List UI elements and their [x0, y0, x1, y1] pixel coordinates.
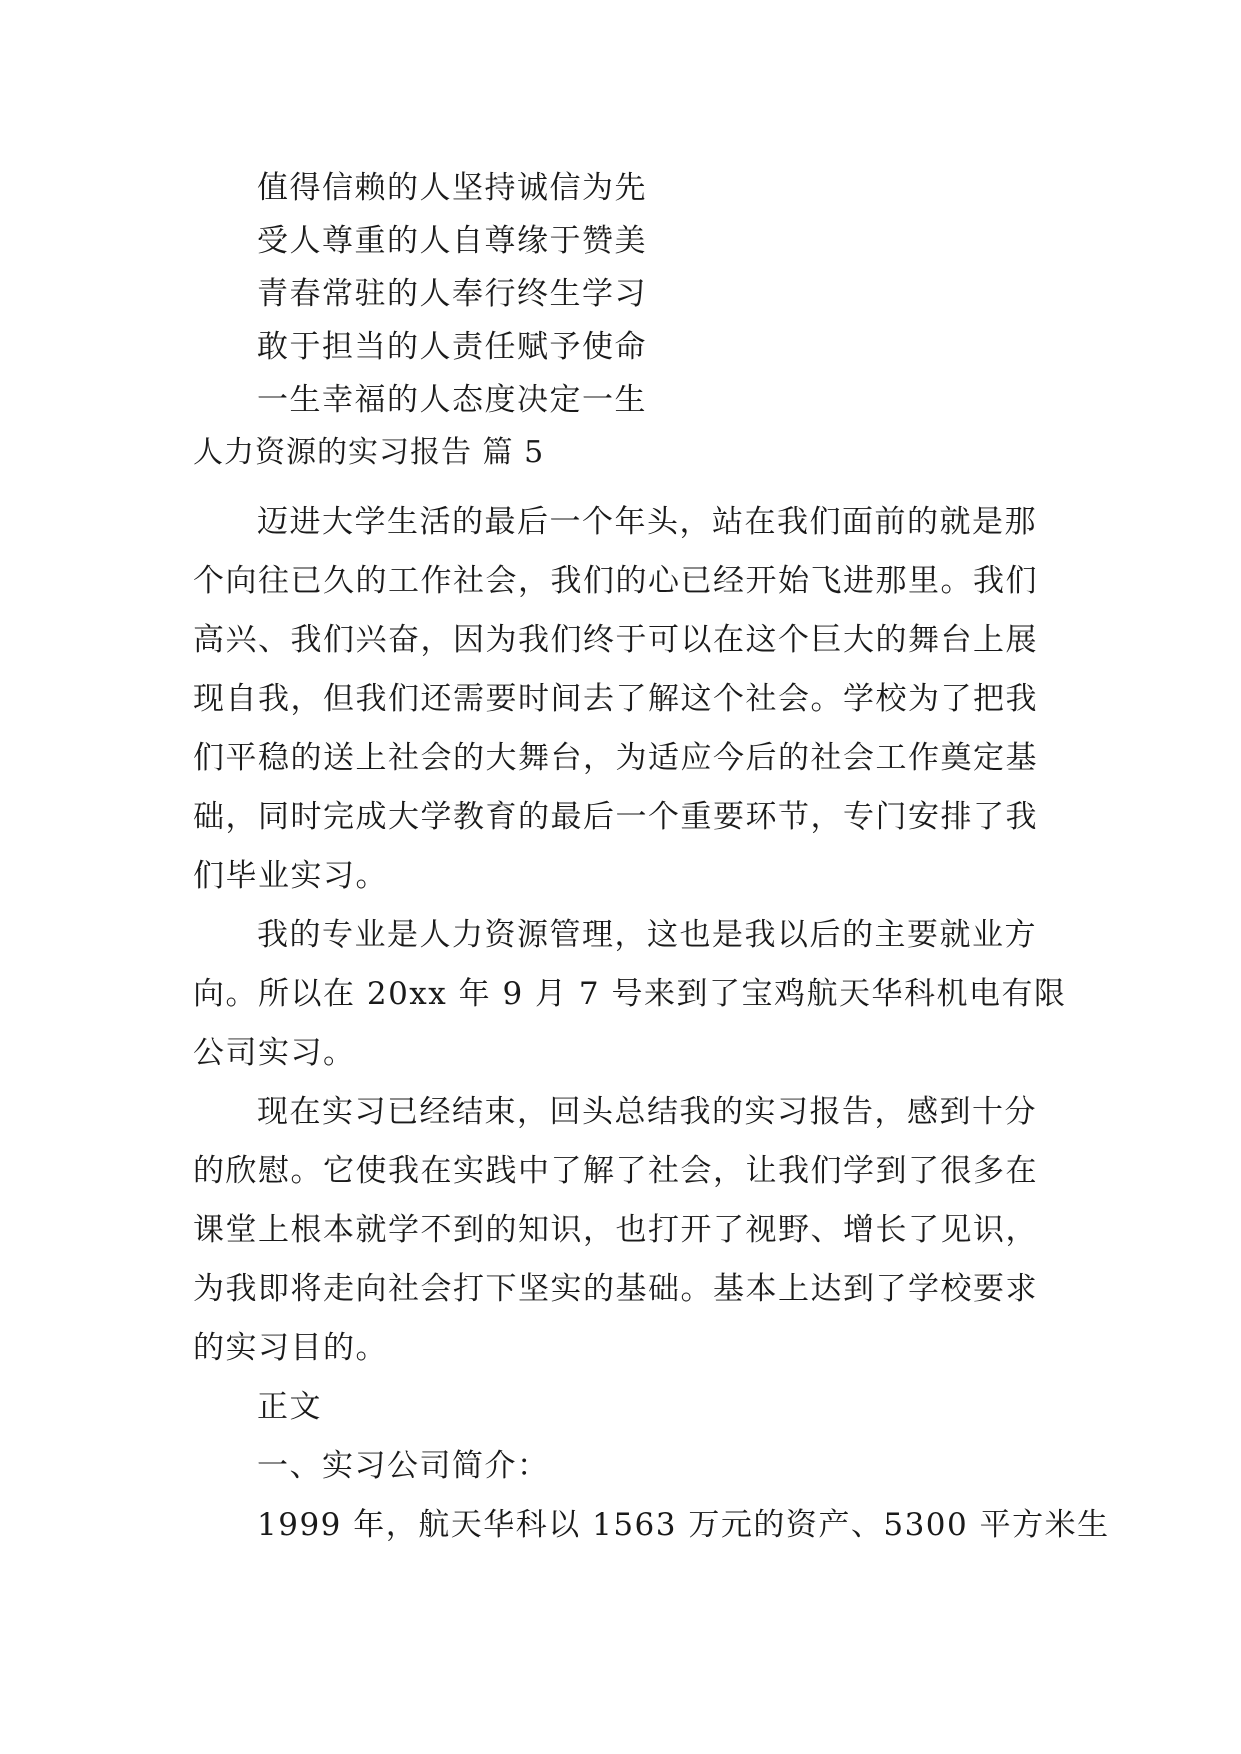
poem-line: 值得信赖的人坚持诚信为先: [257, 170, 647, 206]
poem-line: 敢于担当的人责任赋予使命: [257, 329, 647, 365]
paragraph-line: 高兴、我们兴奋，因为我们终于可以在这个巨大的舞台上展: [193, 622, 1038, 658]
paragraph-line: 现自我，但我们还需要时间去了解这个社会。学校为了把我: [193, 681, 1038, 717]
paragraph-line: 的实习目的。: [193, 1330, 388, 1366]
poem-line: 青春常驻的人奉行终生学习: [257, 276, 647, 312]
paragraph-line: 课堂上根本就学不到的知识，也打开了视野、增长了见识，: [193, 1212, 1038, 1248]
poem-line: 一生幸福的人态度决定一生: [257, 382, 647, 418]
paragraph-line: 公司实习。: [193, 1035, 356, 1071]
paragraph-line: 我的专业是人力资源管理，这也是我以后的主要就业方: [257, 917, 1037, 953]
paragraph-line: 的欣慰。它使我在实践中了解了社会，让我们学到了很多在: [193, 1153, 1038, 1189]
paragraph-line: 础，同时完成大学教育的最后一个重要环节，专门安排了我: [193, 799, 1038, 835]
poem-line: 受人尊重的人自尊缘于赞美: [257, 223, 647, 259]
section-title: 人力资源的实习报告 篇 5: [193, 435, 545, 470]
paragraph-line: 迈进大学生活的最后一个年头，站在我们面前的就是那: [257, 504, 1037, 540]
paragraph-line: 为我即将走向社会打下坚实的基础。基本上达到了学校要求: [193, 1271, 1038, 1307]
paragraph-line: 向。所以在 20xx 年 9 月 7 号来到了宝鸡航天华科机电有限: [193, 976, 1067, 1012]
paragraph-line: 1999 年，航天华科以 1563 万元的资产、5300 平方米生: [257, 1507, 1110, 1543]
paragraph-line: 们毕业实习。: [193, 858, 388, 894]
paragraph-line: 们平稳的送上社会的大舞台，为适应今后的社会工作奠定基: [193, 740, 1038, 776]
paragraph-line: 个向往已久的工作社会，我们的心已经开始飞进那里。我们: [193, 563, 1038, 599]
paragraph-line: 现在实习已经结束，回头总结我的实习报告，感到十分: [257, 1094, 1037, 1130]
subheading: 一、实习公司简介：: [257, 1448, 550, 1484]
body-label: 正文: [257, 1389, 322, 1425]
